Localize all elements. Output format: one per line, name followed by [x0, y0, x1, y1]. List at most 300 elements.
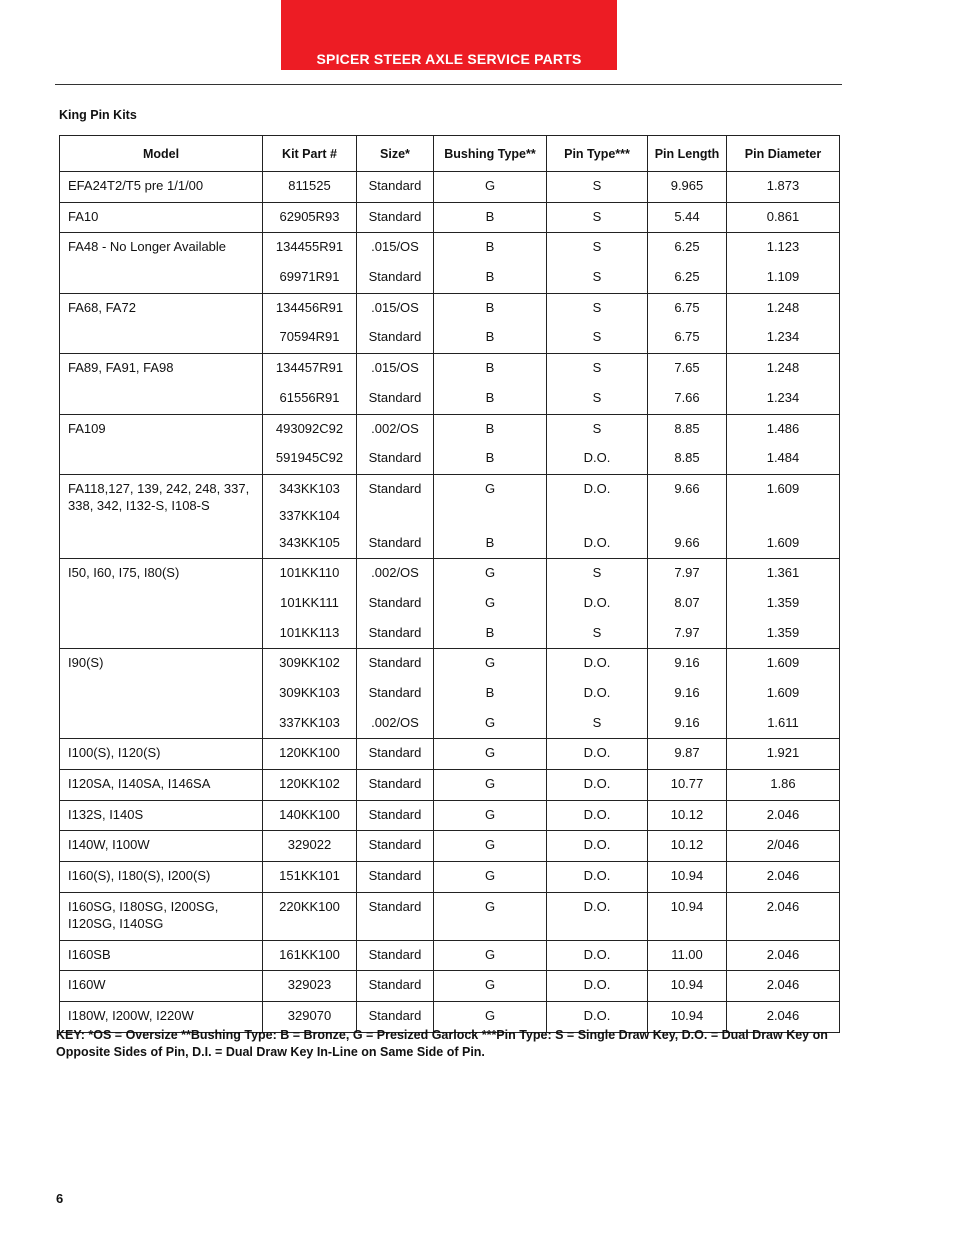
header-banner — [281, 0, 617, 70]
kit-part-value: 161KK100 — [279, 946, 340, 962]
bushing-type-value: B — [485, 389, 495, 405]
pin-length-value: 10.12 — [670, 837, 704, 853]
pin-type-cell — [547, 559, 648, 649]
size-cell — [357, 202, 434, 233]
kit-part-value: 343KK103 — [279, 480, 340, 496]
kit-part-value: 343KK105 — [279, 534, 340, 550]
pin-diameter-cell — [727, 770, 840, 801]
model-name: FA89, FA91, FA98 — [68, 360, 174, 376]
pin-type-value: D.O. — [583, 806, 611, 822]
pin-length-cell — [648, 831, 727, 862]
table-row — [60, 892, 840, 940]
bushing-type-value: G — [484, 594, 496, 610]
size-cell — [357, 474, 434, 558]
pin-length-cell — [648, 293, 727, 353]
model-name: I50, I60, I75, I80(S) — [68, 565, 180, 581]
pin-diameter-cell — [727, 414, 840, 474]
pin-type-value: S — [592, 624, 602, 640]
section-title: King Pin Kits — [59, 108, 137, 122]
pin-type-value: D.O. — [583, 480, 611, 496]
bushing-type-value — [434, 505, 546, 529]
pin-length-value: 8.85 — [674, 450, 700, 466]
size-value: Standard — [368, 1007, 422, 1023]
model-name: I140W, I100W — [68, 837, 150, 853]
pin-type-value: S — [592, 389, 602, 405]
bushing-type-value: G — [484, 714, 496, 730]
kit-part-cell — [263, 940, 357, 971]
pin-length-cell — [648, 862, 727, 893]
pin-type-value: S — [592, 208, 602, 224]
bushing-type-cell — [434, 739, 547, 770]
size-cell — [357, 172, 434, 203]
bushing-type-value: B — [485, 534, 495, 550]
pin-type-value: D.O. — [583, 655, 611, 671]
model-cell — [60, 770, 263, 801]
size-value: .015/OS — [371, 239, 419, 255]
pin-diameter-value: 1.611 — [767, 714, 799, 730]
pin-type-value: D.O. — [583, 898, 611, 914]
key-legend: KEY: *OS = Oversize **Bushing Type: B = Bronze, G = Presized Garlock ***Pin Type: S = Single Draw Key, D.O. = Dual Draw Key on Opposite Sides of Pin, D.I. = Dual Draw Key In-Line on Same Side of Pin. — [56, 1028, 828, 1059]
pin-length-value: 9.965 — [670, 178, 704, 193]
pin-diameter-cell — [727, 559, 840, 649]
size-value: Standard — [368, 685, 422, 700]
size-cell — [357, 559, 434, 649]
pin-length-cell — [648, 233, 727, 293]
model-name: EFA24T2/T5 pre 1/1/00 — [68, 178, 204, 193]
model-cell — [60, 940, 263, 971]
pin-diameter-value: 1.234 — [766, 329, 800, 345]
size-value: Standard — [368, 208, 422, 224]
pin-type-value: D.O. — [583, 946, 611, 962]
kit-part-value: 493092C92 — [275, 420, 344, 436]
table-row — [60, 770, 840, 801]
pin-diameter-cell — [727, 172, 840, 203]
model-name: I100(S), I120(S) — [68, 745, 161, 761]
pin-length-value: 6.25 — [674, 269, 700, 285]
size-cell — [357, 800, 434, 831]
bushing-type-value: B — [485, 239, 495, 255]
column-header-model: Model — [60, 136, 263, 172]
pin-length-value: 10.77 — [670, 776, 704, 792]
size-cell — [357, 862, 434, 893]
pin-type-value: S — [592, 360, 602, 376]
kit-part-cell — [263, 800, 357, 831]
pin-diameter-value: 1.248 — [766, 299, 800, 315]
pin-diameter-cell — [727, 831, 840, 862]
pin-diameter-cell — [727, 293, 840, 353]
size-value: Standard — [368, 868, 422, 884]
pin-length-cell — [648, 739, 727, 770]
pin-diameter-value: 1.609 — [766, 655, 800, 671]
bushing-type-cell — [434, 414, 547, 474]
kit-part-cell — [263, 831, 357, 862]
bushing-type-value: B — [485, 685, 495, 700]
model-name: FA10 — [68, 208, 99, 224]
pin-type-value: D.O. — [583, 868, 611, 884]
model-name: FA109 — [68, 420, 106, 436]
pin-type-cell — [547, 233, 648, 293]
pin-diameter-value: 1.609 — [766, 534, 800, 550]
pin-diameter-value: 1.873 — [766, 178, 800, 193]
pin-diameter-cell — [727, 862, 840, 893]
pin-length-value: 6.75 — [674, 299, 700, 315]
bushing-type-cell — [434, 474, 547, 558]
table-row — [60, 649, 840, 739]
pin-type-cell — [547, 739, 648, 770]
size-cell — [357, 971, 434, 1002]
model-cell — [60, 892, 263, 940]
pin-length-value: 9.16 — [674, 685, 700, 700]
bushing-type-value: B — [485, 360, 495, 376]
bushing-type-cell — [434, 559, 547, 649]
table-row — [60, 414, 840, 474]
row-spacer — [727, 923, 839, 940]
bushing-type-value: G — [484, 776, 496, 792]
pin-length-cell — [648, 770, 727, 801]
row-spacer — [648, 923, 726, 940]
page-number: 6 — [56, 1191, 64, 1206]
kit-part-value: 101KK111 — [280, 594, 339, 610]
bushing-type-value: G — [484, 655, 496, 671]
pin-type-cell — [547, 354, 648, 414]
kit-part-cell — [263, 649, 357, 739]
size-cell — [357, 739, 434, 770]
pin-type-value: D.O. — [583, 450, 611, 466]
pin-diameter-value: 2/046 — [766, 837, 800, 853]
pin-length-value: 10.94 — [670, 898, 704, 914]
pin-length-value: 10.12 — [670, 806, 704, 822]
bushing-type-value: B — [485, 624, 495, 640]
pin-type-cell — [547, 770, 648, 801]
pin-diameter-value: 1.359 — [766, 624, 800, 640]
model-name: FA118,127, 139, 242, 248, 337, 338, 342, I132-S, I108-S — [68, 480, 250, 513]
table-row — [60, 800, 840, 831]
kit-part-cell — [263, 892, 357, 940]
pin-type-value: S — [592, 299, 602, 315]
pin-length-cell — [648, 800, 727, 831]
model-cell — [60, 354, 263, 414]
row-spacer — [357, 923, 433, 940]
pin-length-value: 5.44 — [674, 208, 700, 224]
pin-type-cell — [547, 474, 648, 558]
pin-diameter-value: 1.486 — [766, 420, 800, 436]
pin-type-value: S — [592, 565, 602, 581]
pin-diameter-value: 1.361 — [766, 565, 800, 581]
pin-length-value: 10.94 — [670, 868, 704, 884]
pin-length-value: 9.87 — [674, 745, 700, 761]
bushing-type-cell — [434, 293, 547, 353]
pin-type-value: S — [592, 178, 602, 193]
size-value: Standard — [368, 450, 422, 466]
pin-length-value: 10.94 — [670, 977, 704, 993]
bushing-type-cell — [434, 940, 547, 971]
table-row — [60, 202, 840, 233]
pin-length-cell — [648, 354, 727, 414]
pin-diameter-cell — [727, 202, 840, 233]
model-cell — [60, 474, 263, 558]
table-row — [60, 862, 840, 893]
bushing-type-value: G — [484, 1007, 496, 1023]
pin-length-cell — [648, 892, 727, 940]
table-row — [60, 971, 840, 1002]
kit-part-value: 101KK113 — [279, 624, 340, 640]
kit-part-cell — [263, 414, 357, 474]
kit-part-value: 151KK101 — [279, 868, 340, 884]
kit-part-value: 62905R93 — [279, 208, 340, 224]
size-value: .002/OS — [371, 565, 419, 581]
model-cell — [60, 971, 263, 1002]
kit-part-value: 120KK102 — [279, 776, 340, 792]
kit-part-value: 134455R91 — [275, 239, 344, 255]
kit-part-cell — [263, 474, 357, 558]
kit-part-cell — [263, 233, 357, 293]
bushing-type-value: G — [484, 178, 496, 193]
pin-type-value: D.O. — [583, 837, 611, 853]
pin-length-value — [648, 505, 726, 529]
pin-length-value: 11.00 — [671, 946, 703, 962]
pin-type-value: D.O. — [583, 745, 611, 761]
model-name: I160SB — [68, 946, 111, 962]
size-cell — [357, 354, 434, 414]
model-name: I132S, I140S — [68, 806, 144, 822]
pin-diameter-value: 1.484 — [766, 450, 800, 466]
pin-length-value: 6.75 — [674, 329, 700, 345]
size-value: Standard — [368, 946, 422, 962]
size-value — [357, 505, 433, 529]
pin-type-cell — [547, 862, 648, 893]
kit-part-cell — [263, 739, 357, 770]
pin-diameter-cell — [727, 233, 840, 293]
size-value: Standard — [368, 269, 422, 285]
pin-type-value: D.O. — [583, 594, 611, 610]
pin-length-cell — [648, 474, 727, 558]
row-spacer — [434, 923, 546, 940]
size-cell — [357, 770, 434, 801]
pin-type-cell — [547, 649, 648, 739]
pin-diameter-value: 2.046 — [766, 977, 800, 993]
bushing-type-value: B — [485, 269, 495, 285]
pin-diameter-cell — [727, 474, 840, 558]
table-body — [60, 172, 840, 1033]
table-row — [60, 739, 840, 770]
model-cell — [60, 202, 263, 233]
pin-diameter-cell — [727, 940, 840, 971]
pin-type-value: D.O. — [583, 685, 611, 700]
pin-type-cell — [547, 971, 648, 1002]
model-name: I90(S) — [68, 655, 104, 671]
bushing-type-cell — [434, 770, 547, 801]
kit-part-value: 309KK102 — [279, 655, 340, 671]
bushing-type-value: B — [485, 299, 495, 315]
kit-part-value: 337KK104 — [279, 507, 340, 523]
kit-part-value: 591945C92 — [275, 450, 344, 466]
model-cell — [60, 414, 263, 474]
model-name: I120SA, I140SA, I146SA — [68, 776, 211, 792]
kit-part-value: 101KK110 — [279, 565, 340, 581]
size-value: .015/OS — [371, 299, 419, 315]
bushing-type-cell — [434, 354, 547, 414]
size-value: Standard — [368, 776, 422, 792]
pin-diameter-value: 1.234 — [766, 389, 800, 405]
bushing-type-value: G — [484, 806, 496, 822]
pin-type-value: S — [592, 714, 602, 730]
pin-type-value: S — [592, 329, 602, 345]
pin-type-value: S — [592, 269, 602, 285]
header-rule — [55, 84, 842, 85]
kit-part-value: 220KK100 — [279, 898, 340, 914]
pin-length-value: 8.07 — [674, 594, 700, 610]
pin-length-cell — [648, 559, 727, 649]
pin-diameter-value: 1.359 — [766, 594, 800, 610]
pin-diameter-value: 1.86 — [770, 776, 796, 792]
kit-part-cell — [263, 971, 357, 1002]
bushing-type-cell — [434, 862, 547, 893]
kit-part-value: 329023 — [287, 977, 332, 993]
model-cell — [60, 739, 263, 770]
model-name: FA48 - No Longer Available — [68, 239, 227, 255]
bushing-type-value: G — [484, 898, 496, 914]
banner-title: SPICER STEER AXLE SERVICE PARTS — [316, 51, 582, 67]
bushing-type-cell — [434, 800, 547, 831]
size-value: Standard — [368, 745, 422, 761]
model-name: I160W — [68, 977, 106, 993]
kit-part-cell — [263, 354, 357, 414]
size-value: Standard — [368, 977, 422, 993]
pin-type-value — [547, 505, 647, 529]
pin-type-cell — [547, 940, 648, 971]
pin-type-cell — [547, 892, 648, 940]
pin-diameter-value: 1.609 — [766, 685, 800, 700]
model-cell — [60, 800, 263, 831]
pin-diameter-value: 1.609 — [766, 480, 800, 496]
pin-type-cell — [547, 800, 648, 831]
bushing-type-value: G — [484, 946, 496, 962]
model-cell — [60, 649, 263, 739]
pin-type-cell — [547, 414, 648, 474]
pin-length-cell — [648, 414, 727, 474]
bushing-type-value: G — [484, 745, 496, 761]
row-spacer — [263, 923, 356, 940]
kit-part-value: 120KK100 — [279, 745, 340, 761]
kit-part-cell — [263, 862, 357, 893]
kit-part-value: 140KK100 — [279, 806, 340, 822]
pin-diameter-cell — [727, 649, 840, 739]
size-cell — [357, 414, 434, 474]
model-cell — [60, 559, 263, 649]
pin-diameter-value: 2.046 — [766, 898, 800, 914]
model-cell — [60, 831, 263, 862]
table-row — [60, 233, 840, 293]
pin-length-cell — [648, 940, 727, 971]
size-cell — [357, 831, 434, 862]
kit-part-value: 309KK103 — [279, 685, 340, 700]
pin-diameter-value: 0.861 — [766, 208, 800, 224]
kit-part-value: 70594R91 — [279, 329, 340, 345]
size-value: Standard — [368, 806, 422, 822]
pin-type-value: S — [592, 420, 602, 436]
pin-diameter-value: 1.123 — [766, 239, 800, 255]
bushing-type-cell — [434, 172, 547, 203]
kit-part-value: 134457R91 — [275, 360, 344, 376]
size-value: Standard — [368, 655, 422, 671]
pin-type-value: S — [592, 239, 602, 255]
bushing-type-value: G — [484, 565, 496, 581]
column-header-size: Size* — [357, 136, 434, 172]
pin-diameter-cell — [727, 892, 840, 940]
model-cell — [60, 862, 263, 893]
table-row — [60, 474, 840, 558]
kit-part-cell — [263, 202, 357, 233]
column-header-kit-part: Kit Part # — [263, 136, 357, 172]
pin-length-value: 7.65 — [674, 360, 700, 376]
pin-diameter-value: 1.248 — [766, 360, 800, 376]
model-cell — [60, 233, 263, 293]
bushing-type-value: B — [485, 420, 495, 436]
size-value: .015/OS — [371, 360, 419, 376]
pin-diameter-value — [727, 505, 839, 529]
model-cell — [60, 172, 263, 203]
bushing-type-value: G — [484, 480, 496, 496]
pin-diameter-cell — [727, 971, 840, 1002]
kit-part-cell — [263, 559, 357, 649]
pin-diameter-value: 2.046 — [766, 868, 800, 884]
pin-type-value: D.O. — [583, 776, 611, 792]
size-value: Standard — [368, 837, 422, 853]
kit-part-cell — [263, 172, 357, 203]
model-name: I180W, I200W, I220W — [68, 1007, 194, 1023]
bushing-type-cell — [434, 233, 547, 293]
size-value: Standard — [368, 480, 422, 496]
table-row — [60, 293, 840, 353]
size-value: Standard — [368, 389, 422, 405]
bushing-type-cell — [434, 892, 547, 940]
size-value: Standard — [368, 329, 422, 345]
table-header-row — [60, 136, 840, 172]
pin-length-value: 9.16 — [674, 714, 700, 730]
size-value: .002/OS — [371, 714, 419, 730]
pin-length-value: 7.97 — [674, 565, 700, 581]
kit-part-cell — [263, 293, 357, 353]
pin-diameter-cell — [727, 800, 840, 831]
table-row — [60, 354, 840, 414]
pin-length-value: 10.94 — [670, 1007, 704, 1023]
bushing-type-value: G — [484, 837, 496, 853]
model-cell — [60, 293, 263, 353]
size-cell — [357, 293, 434, 353]
pin-length-cell — [648, 971, 727, 1002]
size-cell — [357, 649, 434, 739]
size-value: Standard — [368, 178, 422, 193]
size-value: Standard — [368, 624, 422, 640]
model-name: I160(S), I180(S), I200(S) — [68, 868, 211, 884]
bushing-type-cell — [434, 831, 547, 862]
bushing-type-value: B — [485, 329, 495, 345]
table-row — [60, 172, 840, 203]
kit-part-value: 329022 — [287, 837, 332, 853]
bushing-type-value: G — [484, 977, 496, 993]
size-value: .002/OS — [371, 420, 419, 436]
pin-type-value: D.O. — [583, 1007, 611, 1023]
column-header-pin-type: Pin Type*** — [547, 136, 648, 172]
pin-length-value: 6.25 — [674, 239, 700, 255]
pin-length-value: 7.66 — [674, 389, 700, 405]
pin-length-value: 8.85 — [674, 420, 700, 436]
kit-part-value: 329070 — [287, 1007, 332, 1023]
pin-diameter-cell — [727, 739, 840, 770]
pin-diameter-value: 1.921 — [766, 745, 800, 761]
size-cell — [357, 233, 434, 293]
pin-type-cell — [547, 293, 648, 353]
